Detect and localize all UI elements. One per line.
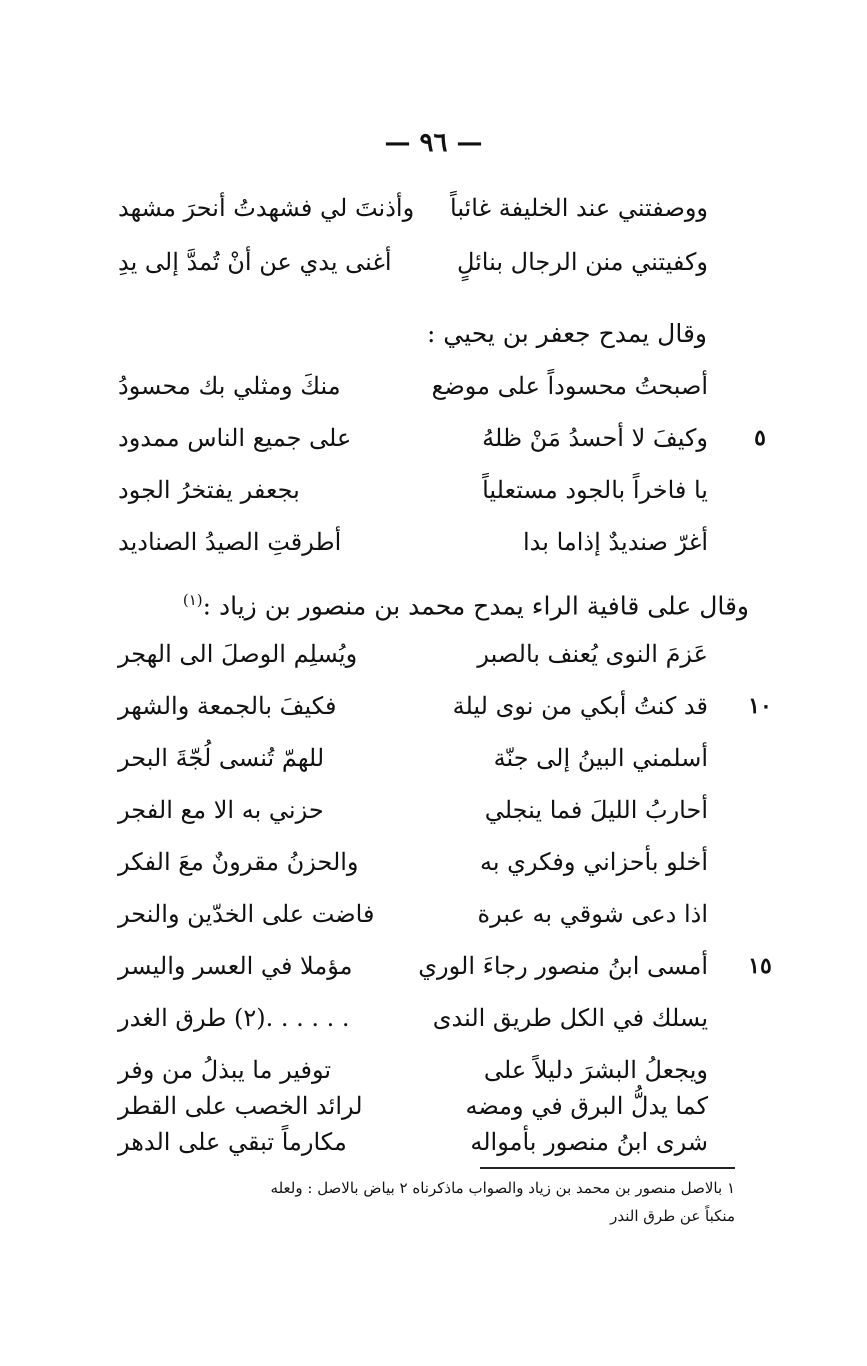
- verse-number: ١٥: [748, 953, 772, 979]
- verse-line: [118, 630, 708, 678]
- poem-heading: وقال يمدح جعفر بن يحيي :: [426, 319, 707, 348]
- verse-second-hemistich: وأذنتَ لي فشهدتُ أنحرَ مشهد: [118, 194, 415, 222]
- footnote-marker: (١): [182, 591, 203, 609]
- verse-second-hemistich: أطرقتِ الصيدُ الصناديد: [118, 528, 342, 556]
- verse-line: [118, 466, 708, 514]
- verse-second-hemistich: توفير ما يبذلُ من وفر: [118, 1056, 332, 1084]
- verse-second-hemistich: للهمّ تُنسى لُجّةَ البحر: [118, 744, 325, 772]
- verse-second-hemistich: على جميع الناس ممدود: [118, 424, 352, 452]
- verse-first-hemistich: يا فاخراً بالجود مستعلياً: [482, 476, 708, 504]
- footnote-line: ١ بالاصل منصور بن محمد بن زياد والصواب ماذكرناه ٢ بياض بالاصل : ولعله: [270, 1179, 735, 1197]
- verse-line: [118, 786, 708, 834]
- footnotes: [120, 1174, 735, 1230]
- verse-first-hemistich: أحاربُ الليلَ فما ينجلي: [484, 796, 708, 824]
- verse-first-hemistich: أغرّ صنديدٌ إذاما بدا: [523, 528, 708, 556]
- verse-first-hemistich: وكيفَ لا أحسدُ مَنْ ظلهُ: [482, 424, 708, 452]
- verse-first-hemistich: قد كنتُ أبكي من نوى ليلة: [452, 692, 708, 720]
- footnote-rule: [480, 1167, 735, 1169]
- verse-second-hemistich: أغنى يدي عن أنْ تُمدَّ إلى يدِ: [118, 248, 392, 276]
- verse-first-hemistich: وكفيتني منن الرجال بنائلٍ: [456, 248, 708, 276]
- verse-line: [118, 734, 708, 782]
- verse-line: [118, 994, 708, 1042]
- verse-second-hemistich: والحزنُ مقرونٌ معَ الفكر: [118, 848, 359, 876]
- verse-line: [118, 238, 708, 286]
- verse-second-hemistich: مؤملا في العسر واليسر: [118, 952, 353, 980]
- verse-first-hemistich: أسلمني البينُ إلى جنّة: [493, 744, 708, 772]
- verse-first-hemistich: ويجعلُ البشرَ دليلاً على: [483, 1056, 708, 1084]
- verse-first-hemistich: شرى ابنُ منصور بأمواله: [470, 1128, 708, 1156]
- verse-line: [118, 414, 708, 462]
- verse-line: [118, 682, 708, 730]
- verse-number: ١٠: [748, 693, 772, 719]
- verse-first-hemistich: أمسى ابنُ منصور رجاءَ الوري: [418, 952, 708, 980]
- verse-line: [118, 362, 708, 410]
- verse-second-hemistich: منكَ ومثلي بك محسودُ: [118, 372, 341, 400]
- verse-line: [118, 890, 708, 938]
- verse-line: [118, 1118, 708, 1166]
- verse-first-hemistich: أخلو بأحزاني وفكري به: [479, 848, 708, 876]
- verse-second-hemistich: مكارماً تبقي على الدهر: [118, 1128, 347, 1156]
- verse-second-hemistich: حزني به الا مع الفجر: [118, 796, 324, 824]
- verse-number: ٥: [754, 425, 766, 451]
- verse-first-hemistich: عَزمَ النوى يُعنف بالصبر: [477, 640, 708, 668]
- verse-line: [118, 184, 708, 232]
- verse-line: [118, 942, 708, 990]
- page-number: — ٩٦ —: [384, 128, 483, 158]
- verse-second-hemistich: . . . . . .(٢) طرق الغدر: [118, 1004, 350, 1032]
- verse-second-hemistich: بجعفر يفتخرُ الجود: [118, 476, 300, 504]
- verse-second-hemistich: لرائد الخصب على القطر: [118, 1092, 363, 1120]
- footnote-line: منكباً عن طرق الندر: [610, 1207, 735, 1225]
- poem-heading-text: وقال على قافية الراء يمدح محمد بن منصور بن زياد :: [202, 591, 749, 621]
- verse-line: [118, 518, 708, 566]
- verse-first-hemistich: كما يدلُّ البرق في ومضه: [465, 1092, 708, 1120]
- verse-first-hemistich: أصبحتُ محسوداً على موضع: [431, 372, 708, 400]
- verse-second-hemistich: فاضت على الخدّين والنحر: [118, 900, 375, 928]
- verse-first-hemistich: ووصفتني عند الخليفة غائباً: [450, 194, 708, 222]
- poem-heading: [183, 576, 749, 624]
- verse-second-hemistich: ويُسلِم الوصلَ الى الهجر: [118, 640, 358, 668]
- verse-first-hemistich: يسلك في الكل طريق الندى: [432, 1004, 708, 1032]
- verse-second-hemistich: فكيفَ بالجمعة والشهر: [118, 692, 337, 720]
- verse-line: [118, 838, 708, 886]
- verse-first-hemistich: اذا دعى شوقي به عبرة: [477, 900, 708, 928]
